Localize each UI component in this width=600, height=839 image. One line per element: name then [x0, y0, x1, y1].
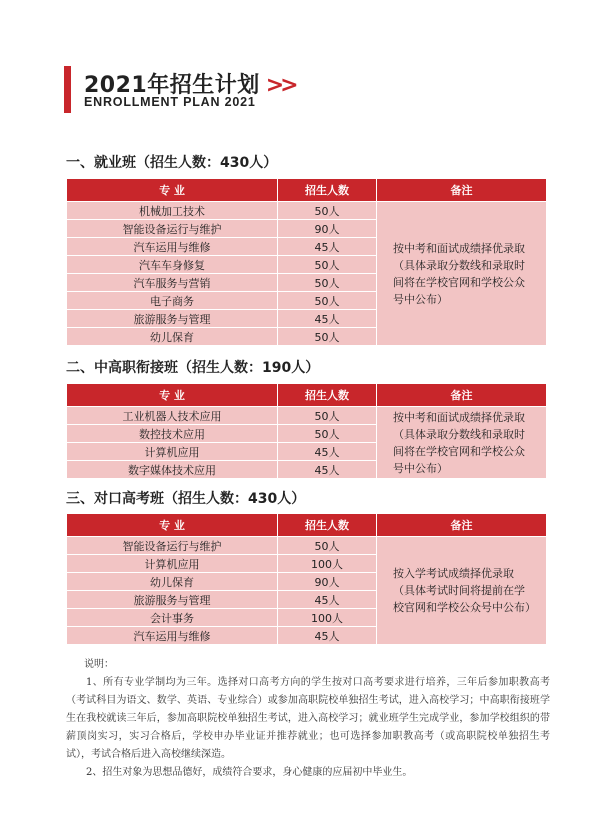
count-cell: 90人 — [278, 220, 377, 238]
title-accent-bar — [64, 66, 71, 113]
major-cell: 电子商务 — [67, 292, 278, 310]
count-cell: 45人 — [278, 238, 377, 256]
table-header-row — [67, 179, 547, 202]
table-row — [67, 202, 547, 220]
column-header-major: 专 业 — [67, 384, 278, 407]
count-cell: 50人 — [278, 256, 377, 274]
major-cell: 工业机器人技术应用 — [67, 407, 278, 425]
major-cell: 汽车运用与维修 — [67, 238, 278, 256]
column-header-remark: 备注 — [377, 514, 547, 537]
table-row — [67, 407, 547, 425]
table-header-row — [67, 384, 547, 407]
table-header-row — [67, 514, 547, 537]
page-title-text: 2021年招生计划 — [84, 73, 260, 98]
remark-cell: 按入学考试成绩择优录取（具体考试时间将提前在学校官网和学校公众号中公布） — [377, 537, 547, 645]
count-cell: 100人 — [278, 555, 377, 573]
major-cell: 汽车车身修复 — [67, 256, 278, 274]
column-header-count: 招生人数 — [278, 384, 377, 407]
major-cell: 旅游服务与管理 — [67, 591, 278, 609]
count-cell: 45人 — [278, 591, 377, 609]
major-cell: 智能设备运行与维护 — [67, 537, 278, 555]
major-cell: 幼儿保育 — [67, 573, 278, 591]
count-cell: 100人 — [278, 609, 377, 627]
column-header-major: 专 业 — [67, 514, 278, 537]
column-header-remark: 备注 — [377, 384, 547, 407]
section-heading-college-entrance: 三、对口高考班（招生人数：430人） — [66, 491, 306, 507]
page-subtitle: ENROLLMENT PLAN 2021 — [84, 95, 256, 109]
count-cell: 50人 — [278, 202, 377, 220]
count-cell: 45人 — [278, 627, 377, 645]
major-cell: 旅游服务与管理 — [67, 310, 278, 328]
column-header-count: 招生人数 — [278, 179, 377, 202]
major-cell: 机械加工技术 — [67, 202, 278, 220]
count-cell: 50人 — [278, 425, 377, 443]
notes-section — [66, 656, 550, 782]
double-chevron-right-icon: >> — [265, 73, 295, 98]
note-item: 1、所有专业学制均为三年。选择对口高考方向的学生按对口高考要求进行培养，三年后参加职教高考（考试科目为语文、数学、英语、专业综合）或参加高职院校单独招生考试，进入高校学习；中高职衔接班学生在我校就读三年后，参加高职院校单独招生考试，进入高校学习；就业班学生完成学业，参加学校组织的带薪顶岗实习，实习合格后，学校申办毕业证并推荐就业；也可选择参加职教高考（或高职院校单独招生考试），考试合格后进入高校继续深造。 — [66, 677, 550, 760]
major-cell: 数字媒体技术应用 — [67, 461, 278, 479]
major-cell: 会计事务 — [67, 609, 278, 627]
major-cell: 汽车运用与维修 — [67, 627, 278, 645]
section-heading-employment: 一、就业班（招生人数：430人） — [66, 155, 278, 171]
major-cell: 幼儿保育 — [67, 328, 278, 346]
count-cell: 45人 — [278, 443, 377, 461]
table-vocational-bridge — [66, 383, 547, 479]
notes-title: 说明： — [84, 659, 114, 670]
section-heading-vocational-bridge: 二、中高职衔接班（招生人数：190人） — [66, 360, 320, 376]
major-cell: 计算机应用 — [67, 443, 278, 461]
column-header-major: 专 业 — [67, 179, 278, 202]
note-item: 2、招生对象为思想品德好，成绩符合要求，身心健康的应届初中毕业生。 — [86, 767, 413, 778]
table-college-entrance — [66, 513, 547, 645]
count-cell: 50人 — [278, 407, 377, 425]
count-cell: 45人 — [278, 461, 377, 479]
count-cell: 50人 — [278, 328, 377, 346]
remark-cell: 按中考和面试成绩择优录取（具体录取分数线和录取时间将在学校官网和学校公众号中公布） — [377, 202, 547, 346]
count-cell: 45人 — [278, 310, 377, 328]
major-cell: 数控技术应用 — [67, 425, 278, 443]
count-cell: 50人 — [278, 292, 377, 310]
major-cell: 汽车服务与营销 — [67, 274, 278, 292]
page-header — [64, 66, 364, 114]
count-cell: 50人 — [278, 274, 377, 292]
count-cell: 50人 — [278, 537, 377, 555]
count-cell: 90人 — [278, 573, 377, 591]
major-cell: 计算机应用 — [67, 555, 278, 573]
table-row — [67, 537, 547, 555]
remark-cell: 按中考和面试成绩择优录取（具体录取分数线和录取时间将在学校官网和学校公众号中公布） — [377, 407, 547, 479]
column-header-remark: 备注 — [377, 179, 547, 202]
column-header-count: 招生人数 — [278, 514, 377, 537]
major-cell: 智能设备运行与维护 — [67, 220, 278, 238]
table-employment — [66, 178, 547, 346]
